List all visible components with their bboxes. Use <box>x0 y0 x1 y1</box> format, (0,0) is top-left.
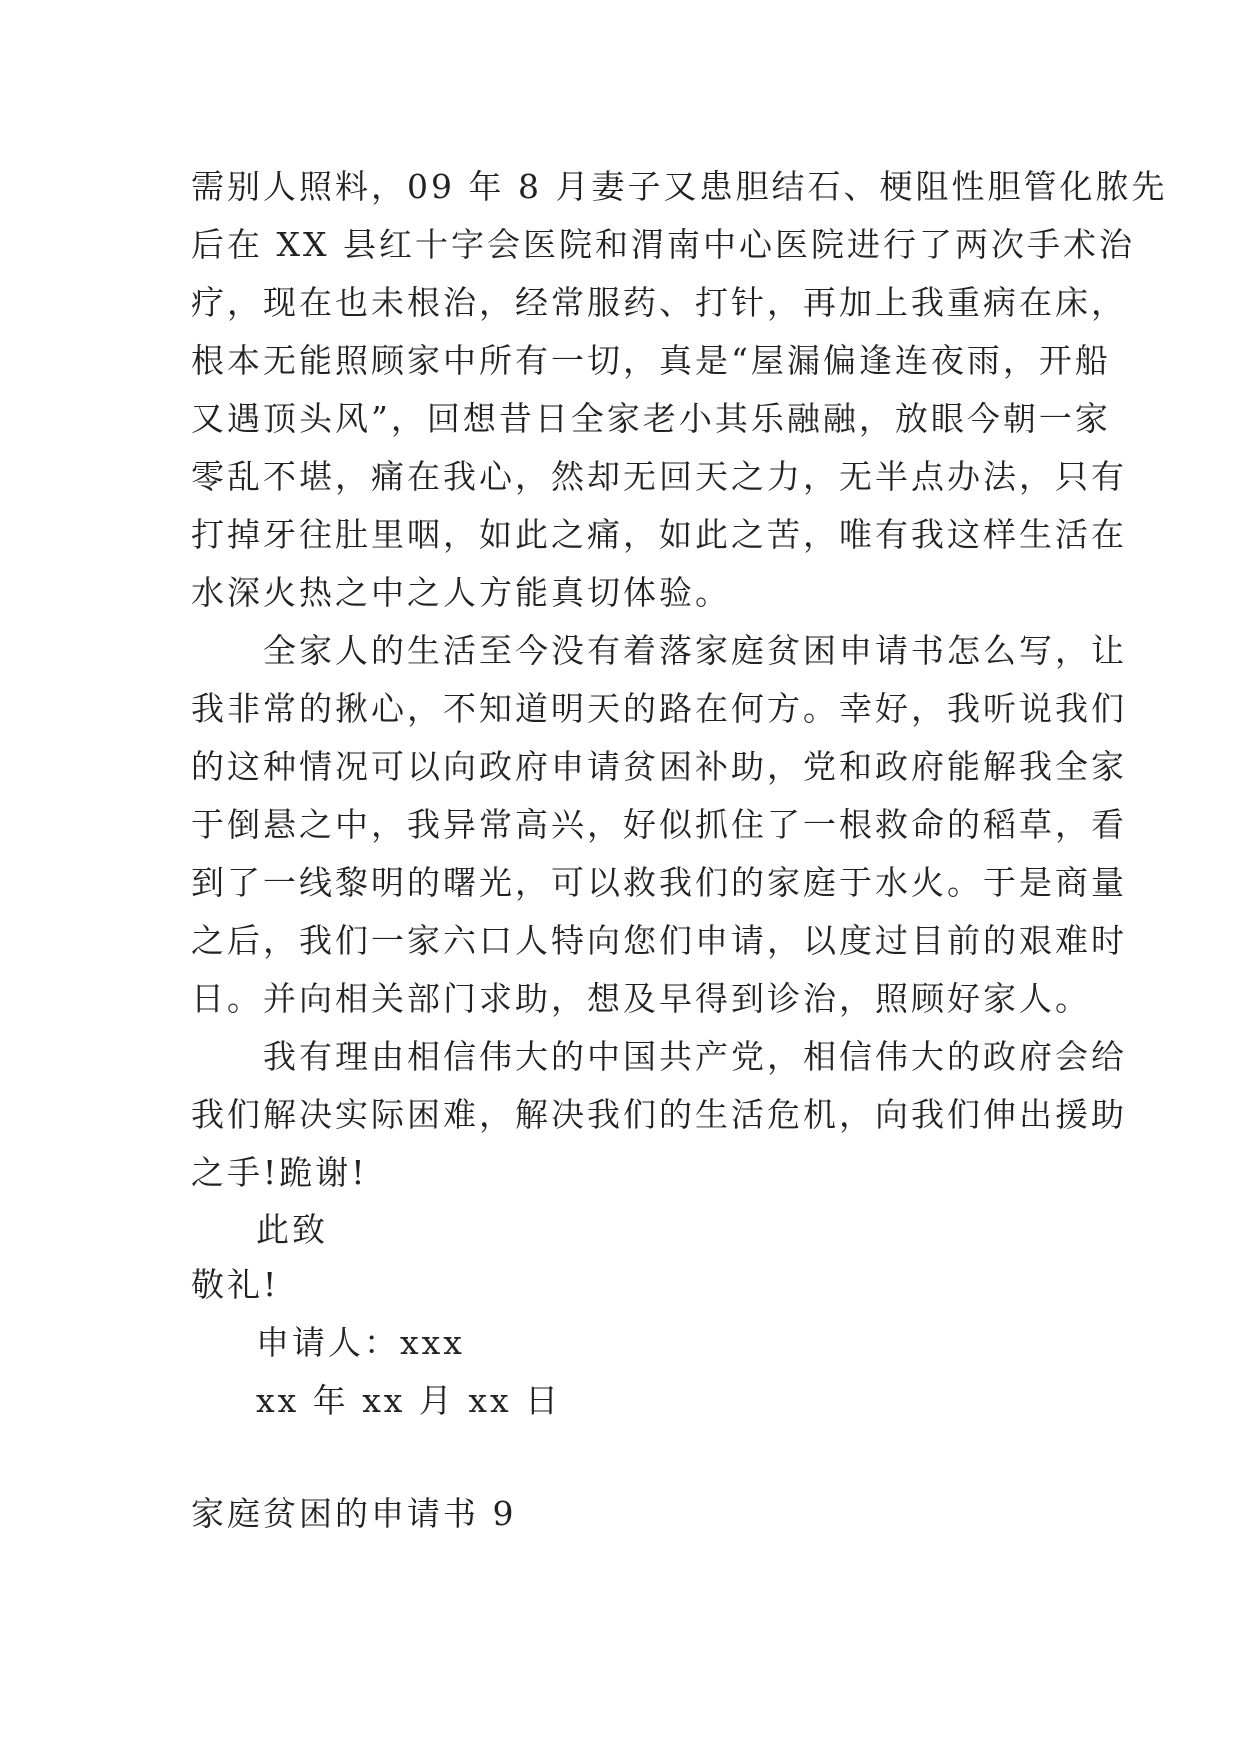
paragraph-line: 水深火热之中之人方能真切体验。 <box>191 573 731 612</box>
paragraph-line: 的这种情况可以向政府申请贫困补助，党和政府能解我全家 <box>191 747 1127 786</box>
paragraph-line: 疗，现在也未根治，经常服药、打针，再加上我重病在床， <box>191 283 1127 322</box>
closing-line: 敬礼! <box>191 1265 280 1304</box>
paragraph-line: 后在 XX 县红十字会医院和渭南中心医院进行了两次手术治 <box>191 225 1135 264</box>
paragraph-line: 又遇顶头风”，回想昔日全家老小其乐融融，放眼今朝一家 <box>191 399 1111 438</box>
paragraph-line: 我们解决实际困难，解决我们的生活危机，向我们伸出援助 <box>191 1095 1127 1134</box>
paragraph-line: 我有理由相信伟大的中国共产党，相信伟大的政府会给 <box>191 1037 1127 1076</box>
paragraph-line: 根本无能照顾家中所有一切，真是“屋漏偏逢连夜雨，开船 <box>191 341 1111 380</box>
paragraph-line: 到了一线黎明的曙光，可以救我们的家庭于水火。于是商量 <box>191 863 1127 902</box>
closing-regards <box>191 1256 1061 1314</box>
closing-salutation <box>256 1201 1126 1259</box>
signature-date <box>256 1372 1126 1430</box>
paragraph-2 <box>191 622 1127 1028</box>
paragraph-1 <box>191 158 1168 622</box>
paragraph-line: 需别人照料，09 年 8 月妻子又患胆结石、梗阻性胆管化脓先 <box>191 167 1168 206</box>
applicant-line: 申请人：xxx <box>256 1323 465 1362</box>
paragraph-line: 于倒悬之中，我异常高兴，好似抓住了一根救命的稻草，看 <box>191 805 1127 844</box>
applicant-signature <box>256 1314 1126 1372</box>
closing-line: 此致 <box>256 1210 328 1249</box>
paragraph-line: 打掉牙往肚里咽，如此之痛，如此之苦，唯有我这样生活在 <box>191 515 1127 554</box>
section-title: 家庭贫困的申请书 9 <box>191 1494 517 1533</box>
next-section-heading <box>191 1485 1061 1543</box>
paragraph-line: 之手!跪谢! <box>191 1153 368 1192</box>
date-line: xx 年 xx 月 xx 日 <box>256 1381 562 1420</box>
paragraph-3 <box>191 1028 1127 1202</box>
paragraph-line: 零乱不堪，痛在我心，然却无回天之力，无半点办法，只有 <box>191 457 1127 496</box>
paragraph-line: 全家人的生活至今没有着落家庭贫困申请书怎么写，让 <box>191 631 1127 670</box>
paragraph-line: 之后，我们一家六口人特向您们申请，以度过目前的艰难时 <box>191 921 1127 960</box>
paragraph-line: 日。并向相关部门求助，想及早得到诊治，照顾好家人。 <box>191 979 1091 1018</box>
paragraph-line: 我非常的揪心，不知道明天的路在何方。幸好，我听说我们 <box>191 689 1127 728</box>
